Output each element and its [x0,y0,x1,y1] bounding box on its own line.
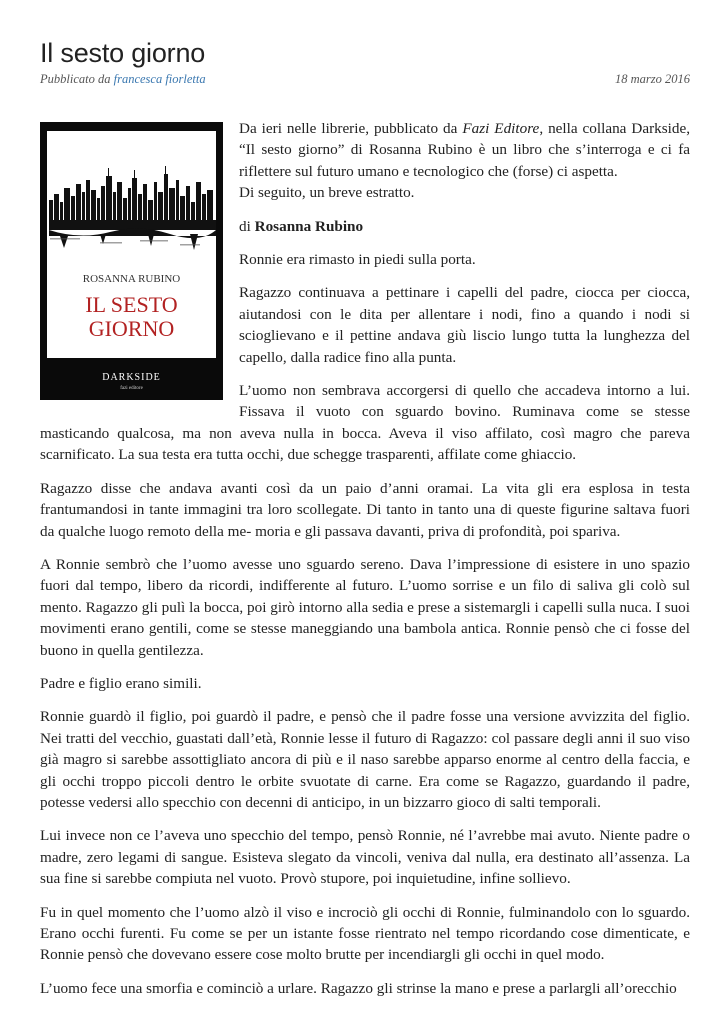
book-cover-image [40,122,223,400]
body-paragraph: Ronnie guardò il figlio, poi guardò il padre, e pensò che il padre fosse una versione avvizzita del figlio. Nei tratti del vecchio, guastati dall’età, Ronnie lesse il futuro di Ragazzo: col passare degli anni il suo viso già magro si sarebbe assottigliato ancora di più e il naso sarebbe apparso enorme al centro della faccia, e gli occhi troppo piccoli dentro le orbite svuotate di carne. Era come se Ragazzo, guardando il padre, potesse vedersi allo specchio con decenni di anticipo, in un bizzarro gioco di salti temporali. [40,708,690,811]
intro-text: Da ieri nelle librerie, pubblicato da [239,120,463,137]
published-by-label: Pubblicato da [40,72,114,86]
body-paragraph: Lui invece non ce l’aveva uno specchio del tempo, pensò Ronnie, né l’avrebbe mai avuto. Niente padre o madre, zero legami di sangue. Esisteva slegato da vincoli, veniva dal nulla, era destinato all’assenza. La sua fine si sarebbe compiuta nel vuoto. Provò stupore, poi inquietudine, infine sollievo. [40,827,690,888]
byline-prefix: di [239,217,255,235]
body-paragraph: Ronnie era rimasto in piedi sulla porta. [239,251,476,269]
intro-note: Di seguito, un breve estratto. [239,184,415,202]
body-paragraph: L’uomo non sembrava accorgersi di quello che accadeva intorno a lui. Fissava il vuoto con sguardo bovino. Ruminava come se stesse masticando qualcosa, ma non aveva nulla in bocca. Aveva il viso affilato, così magro che pareva scarnificato. La sua testa era tutta occhi, due schegge trasparenti, affilate come ghiaccio. [40,382,690,464]
publisher-name: Fazi Editore [462,120,540,137]
body-paragraph: Ragazzo continuava a pettinare i capelli del padre, ciocca per ciocca, aiutandosi con le dita per allentare i nodi, fino a quando i nodi si scioglievano e il pettine andava giù liscio lungo tutta la lunghezza del capello, dalla radice fino alla punta. [239,284,690,366]
cover-author: ROSANNA RUBINO [82,273,181,285]
article-body [40,118,690,1011]
intro-text-continued: , nella collana Darkside, “Il sesto giorno” di Rosanna Rubino è un libro che s’interroga e ci fa riflettere sul futuro umano e tecnologico che (forse) ci aspetta. [239,120,690,180]
article-meta [40,72,690,87]
body-paragraph: L’uomo fece una smorfia e cominciò a urlare. Ragazzo gli strinse la mano e prese a parlargli all’orecchio [40,979,677,997]
cover-publisher: fazi editore [120,386,143,391]
cover-series: DARKSIDE [102,372,161,383]
body-paragraph: Padre e figlio erano simili. [40,674,202,692]
body-paragraph: A Ronnie sembrò che l’uomo avesse uno sguardo sereno. Dava l’impressione di esistere in uno spazio fuori dal tempo, libero da ricordi, indifferente al futuro. L’uomo sorrise e un filo di saliva gli colò sul mento. Ragazzo gli pulì la bocca, poi girò intorno alla sedia e prese a sistemargli i capelli sulla nuca. I suoi movimenti erano gentili, come se stesse maneggiando una bambola antica. Ronnie pensò che ci fosse del buono in quella gentilezza. [40,555,690,659]
publish-date: 18 marzo 2016 [614,72,690,86]
body-paragraph: Fu in quel momento che l’uomo alzò il viso e incrociò gli occhi di Ronnie, fulminandolo con lo sguardo. Erano occhi furenti. Fu come se per un istante fosse rientrato nel tempo ricordando cose dimenticate, e Ronnie pensò che dovevano essere cose molto brutte per incendiargli gli occhi in quel modo. [40,903,690,964]
cover-title-line2: GIORNO [88,316,175,341]
cover-title-line1: IL SESTO [85,292,178,317]
byline-author: Rosanna Rubino [254,217,364,235]
body-paragraph: Ragazzo disse che andava avanti così da un paio d’anni oramai. La vita gli era esplosa in testa frantumandosi in tante immagini tra loro scollegate. Di tanto in tanto una di queste figurine saltava fuori da qualche luogo remoto della me- moria e gli passava davanti, priva di profondità, poi spariva. [40,479,690,540]
publish-info [40,72,206,87]
author-link[interactable]: francesca fiorletta [113,72,206,86]
article-title: Il sesto giorno [40,38,206,68]
